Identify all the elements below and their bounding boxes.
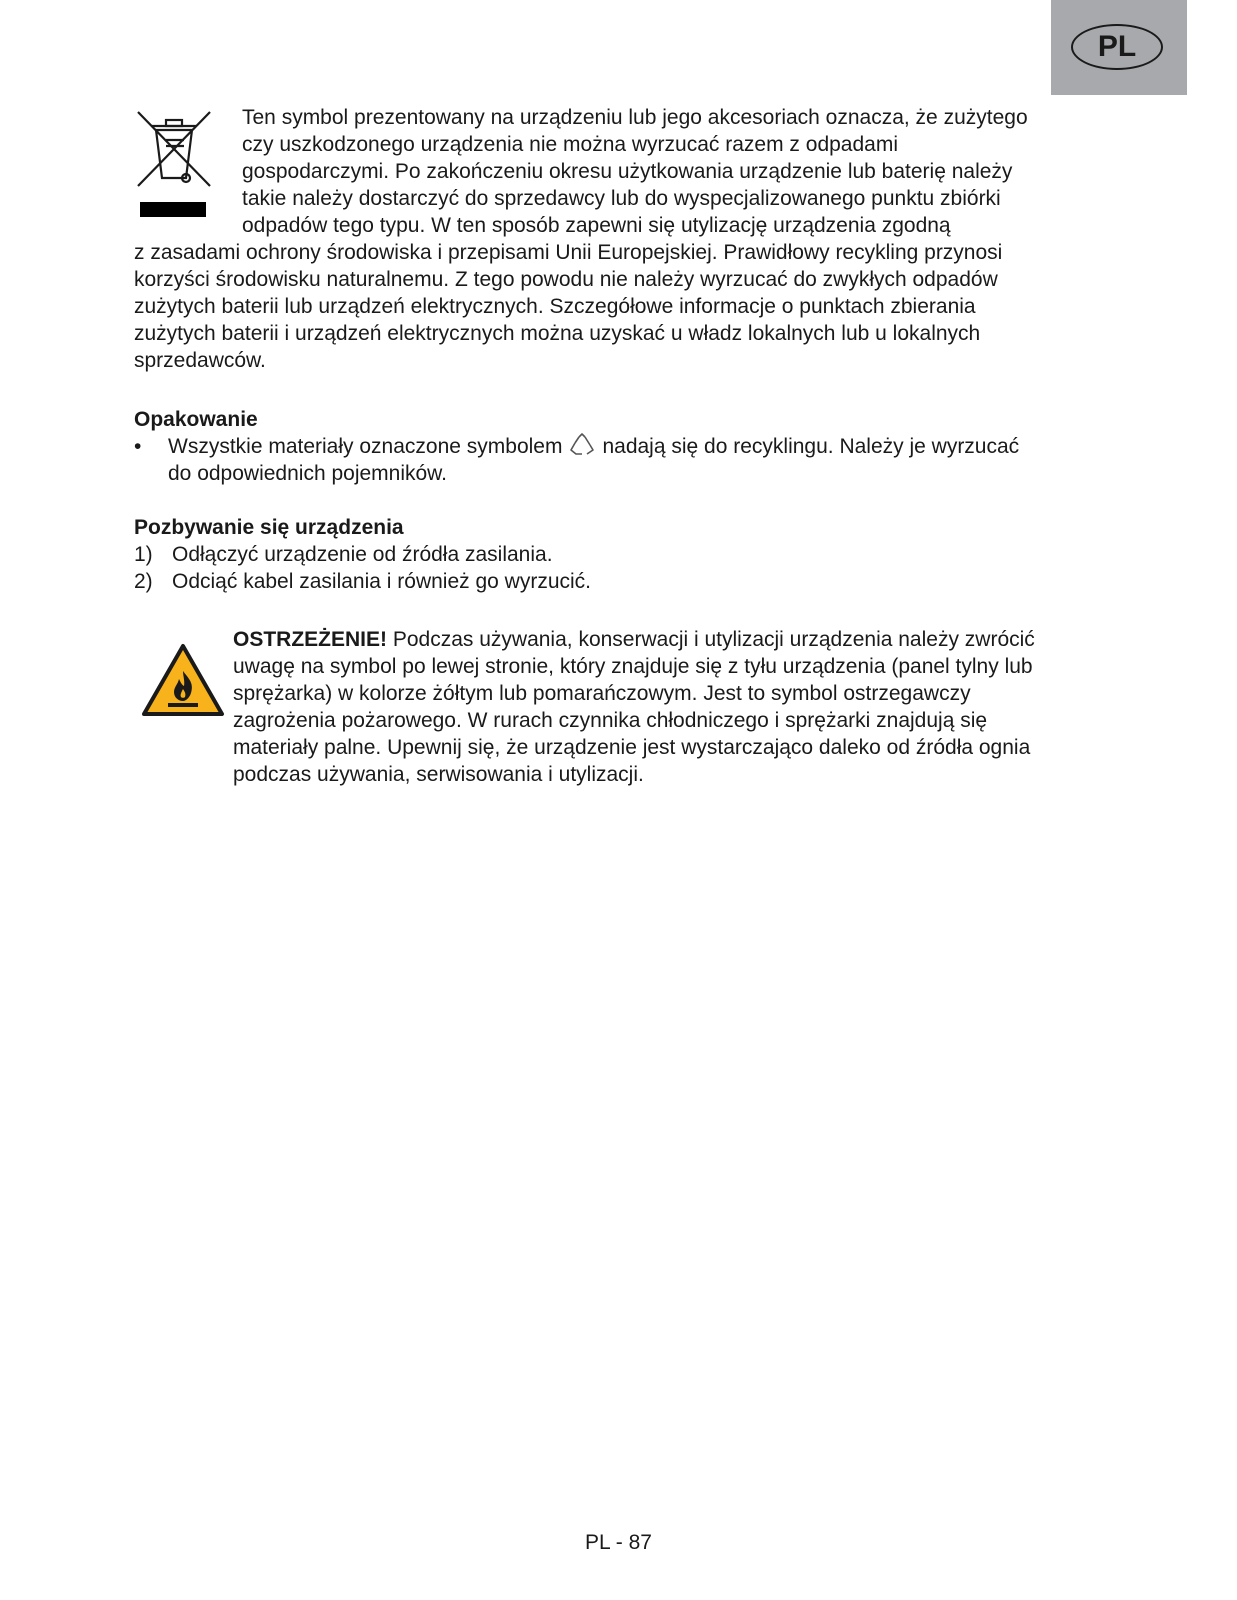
text-line: Ten symbol prezentowany na urządzeniu lub jego akcesoriach oznacza, że zużytego xyxy=(242,106,1028,129)
warning-line-rest: Podczas używania, konserwacji i utylizacji urządzenia należy zwrócić xyxy=(387,628,1035,651)
recycling-symbol-icon xyxy=(568,433,596,457)
bullet-text-before-icon: Wszystkie materiały oznaczone symbolem xyxy=(168,435,563,458)
step-number: 2) xyxy=(134,570,153,593)
page-number: PL - 87 xyxy=(585,1531,652,1554)
step-number: 1) xyxy=(134,543,153,566)
language-badge: PL xyxy=(1071,24,1163,70)
weee-paragraph-rest xyxy=(134,239,1114,374)
disposal-heading: Pozbywanie się urządzenia xyxy=(134,516,404,539)
text-line: zużytych baterii lub urządzeń elektrycznych. Szczegółowe informacje o punktach zbierania xyxy=(134,295,976,318)
packaging-heading: Opakowanie xyxy=(134,408,258,431)
text-line: materiały palne. Upewnij się, że urządzenie jest wystarczająco daleko od źródła ognia xyxy=(233,736,1031,759)
flammable-warning-triangle-icon xyxy=(141,643,225,717)
bullet-line xyxy=(168,433,1108,460)
text-line: takie należy dostarczyć do sprzedawcy lub do wyspecjalizowanego punktu zbiórki xyxy=(242,187,1001,210)
language-tab xyxy=(1051,0,1187,95)
text-line: zagrożenia pożarowego. W rurach czynnika chłodniczego i sprężarki znajdują się xyxy=(233,709,988,732)
weee-paragraph-top xyxy=(242,104,1102,239)
bullet-marker: • xyxy=(134,435,142,458)
text-line: sprzedawców. xyxy=(134,349,266,372)
text-line: podczas używania, serwisowania i utylizacji. xyxy=(233,763,644,786)
text-line: uwagę na symbol po lewej stronie, który znajduje się z tyłu urządzenia (panel tylny lub xyxy=(233,655,1033,678)
bullet-text-after-icon: nadają się do recyklingu. Należy je wyrzucać xyxy=(602,435,1020,458)
bullet-text xyxy=(168,433,1108,487)
text-line: odpadów tego typu. W ten sposób zapewni się utylizację urządzenia zgodną xyxy=(242,214,951,237)
text-line xyxy=(233,626,1133,653)
text-line: sprężarka) w kolorze żółtym lub pomarańczowym. Jest to symbol ostrzegawczy xyxy=(233,682,971,705)
text-line: czy uszkodzonego urządzenia nie można wyrzucać razem z odpadami xyxy=(242,133,898,156)
step-text: Odłączyć urządzenie od źródła zasilania. xyxy=(172,543,553,566)
crossed-out-wheelie-bin-icon xyxy=(136,110,216,222)
text-line: korzyści środowisku naturalnemu. Z tego powodu nie należy wyrzucać do zwykłych odpadów xyxy=(134,268,998,291)
step-text: Odciąć kabel zasilania i również go wyrzucić. xyxy=(172,570,592,593)
text-line: zużytych baterii i urządzeń elektrycznych można uzyskać u władz lokalnych lub u lokalnych xyxy=(134,322,981,345)
warning-label: OSTRZEŻENIE! xyxy=(233,628,388,651)
bullet-line: do odpowiednich pojemników. xyxy=(168,462,448,485)
warning-paragraph xyxy=(233,626,1133,788)
text-line: gospodarczymi. Po zakończeniu okresu użytkowania urządzenie lub baterię należy xyxy=(242,160,1013,183)
text-line: z zasadami ochrony środowiska i przepisami Unii Europejskiej. Prawidłowy recykling przynosi xyxy=(134,241,1003,264)
